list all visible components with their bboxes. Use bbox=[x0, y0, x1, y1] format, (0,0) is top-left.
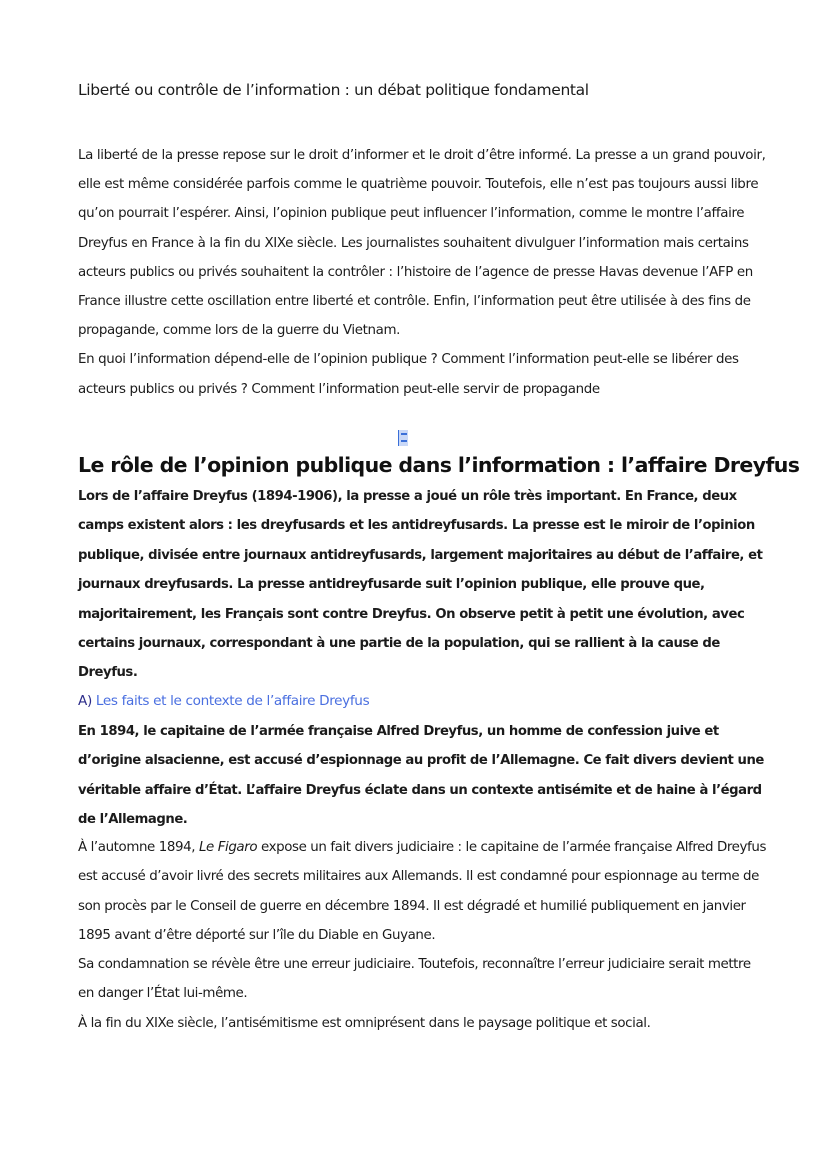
body-paragraph: Sa condamnation se révèle être une erreur judiciaire. Toutefois, reconnaître l’erreur judiciaire serait mettre en danger l’État lui-même. bbox=[78, 957, 751, 1002]
subsection-title: Les faits et le contexte de l’affaire Dreyfus bbox=[95, 693, 370, 709]
section-anchor-icon[interactable] bbox=[398, 430, 408, 446]
subsection-heading bbox=[78, 688, 369, 714]
intro-paragraph: La liberté de la presse repose sur le droit d’informer et le droit d’être informé. La presse a un grand pouvoir, elle est même considérée parfois comme le quatrième pouvoir. Toutefois, elle n’est pas toujours aussi libre qu’on pourrait l’espérer. Ainsi, l’opinion publique peut influencer l’information, comme le montre l’affaire Dreyfus en France à la fin du XIXe siècle. Les journalistes souhaitent divulguer l’information mais certains acteurs publics ou privés souhaitent la contrôler : l’histoire de l’agence de presse Havas devenue l’AFP en France illustre cette oscillation entre liberté et contrôle. Enfin, l’information peut être utilisée à des fins de propagande, comme lors de la guerre du Vietnam. bbox=[78, 148, 766, 339]
subsection-summary: En 1894, le capitaine de l’armée française Alfred Dreyfus, un homme de confession juive et d’origine alsacienne, est accusé d’espionnage au profit de l’Allemagne. Ce fait divers devient une véritable affaire d’État. L’affaire Dreyfus éclate dans un contexte antisémite et de haine à l’égard de l’Allemagne. bbox=[78, 724, 764, 828]
body-paragraph-prefix: À l’automne 1894, bbox=[78, 840, 199, 855]
intro-section bbox=[78, 141, 768, 404]
body-paragraph-rest: expose un fait divers judiciaire : le capitaine de l’armée française Alfred Dreyfus est accusé d’avoir livré des secrets militaires aux Allemands. Il est condamné pour espionnage au terme de son procès par le Conseil de guerre en décembre 1894. Il est dégradé et humilié publiquement en janvier 1895 avant d’être déporté sur l’île du Diable en Guyane. bbox=[78, 840, 767, 943]
newspaper-name: Le Figaro bbox=[198, 840, 258, 855]
subsection-body bbox=[78, 833, 768, 1038]
document-title: Liberté ou contrôle de l’information : un débat politique fondamental bbox=[78, 81, 589, 99]
section-summary: Lors de l’affaire Dreyfus (1894-1906), la presse a joué un rôle très important. En France, deux camps existent alors : les dreyfusards et les antidreyfusards. La presse est le miroir de l’opinion publique, divisée entre journaux antidreyfusards, largement majoritaires au début de l’affaire, et journaux dreyfusards. La presse antidreyfusarde suit l’opinion publique, elle prouve que, majoritairement, les Français sont contre Dreyfus. On observe petit à petit une évolution, avec certains journaux, correspondant à une partie de la population, qui se rallient à la cause de Dreyfus. bbox=[78, 489, 763, 681]
intro-questions: En quoi l’information dépend-elle de l’opinion publique ? Comment l’information peut-elle se libérer des acteurs publics ou privés ? Comment l’information peut-elle servir de propagande bbox=[78, 352, 739, 397]
body-paragraph bbox=[78, 833, 768, 950]
body-paragraph: À la fin du XIXe siècle, l’antisémitisme est omniprésent dans le paysage politique et social. bbox=[78, 1015, 651, 1031]
section-heading: Le rôle de l’opinion publique dans l’information : l’affaire Dreyfus bbox=[78, 453, 800, 477]
subsection-letter: A) bbox=[78, 693, 92, 709]
